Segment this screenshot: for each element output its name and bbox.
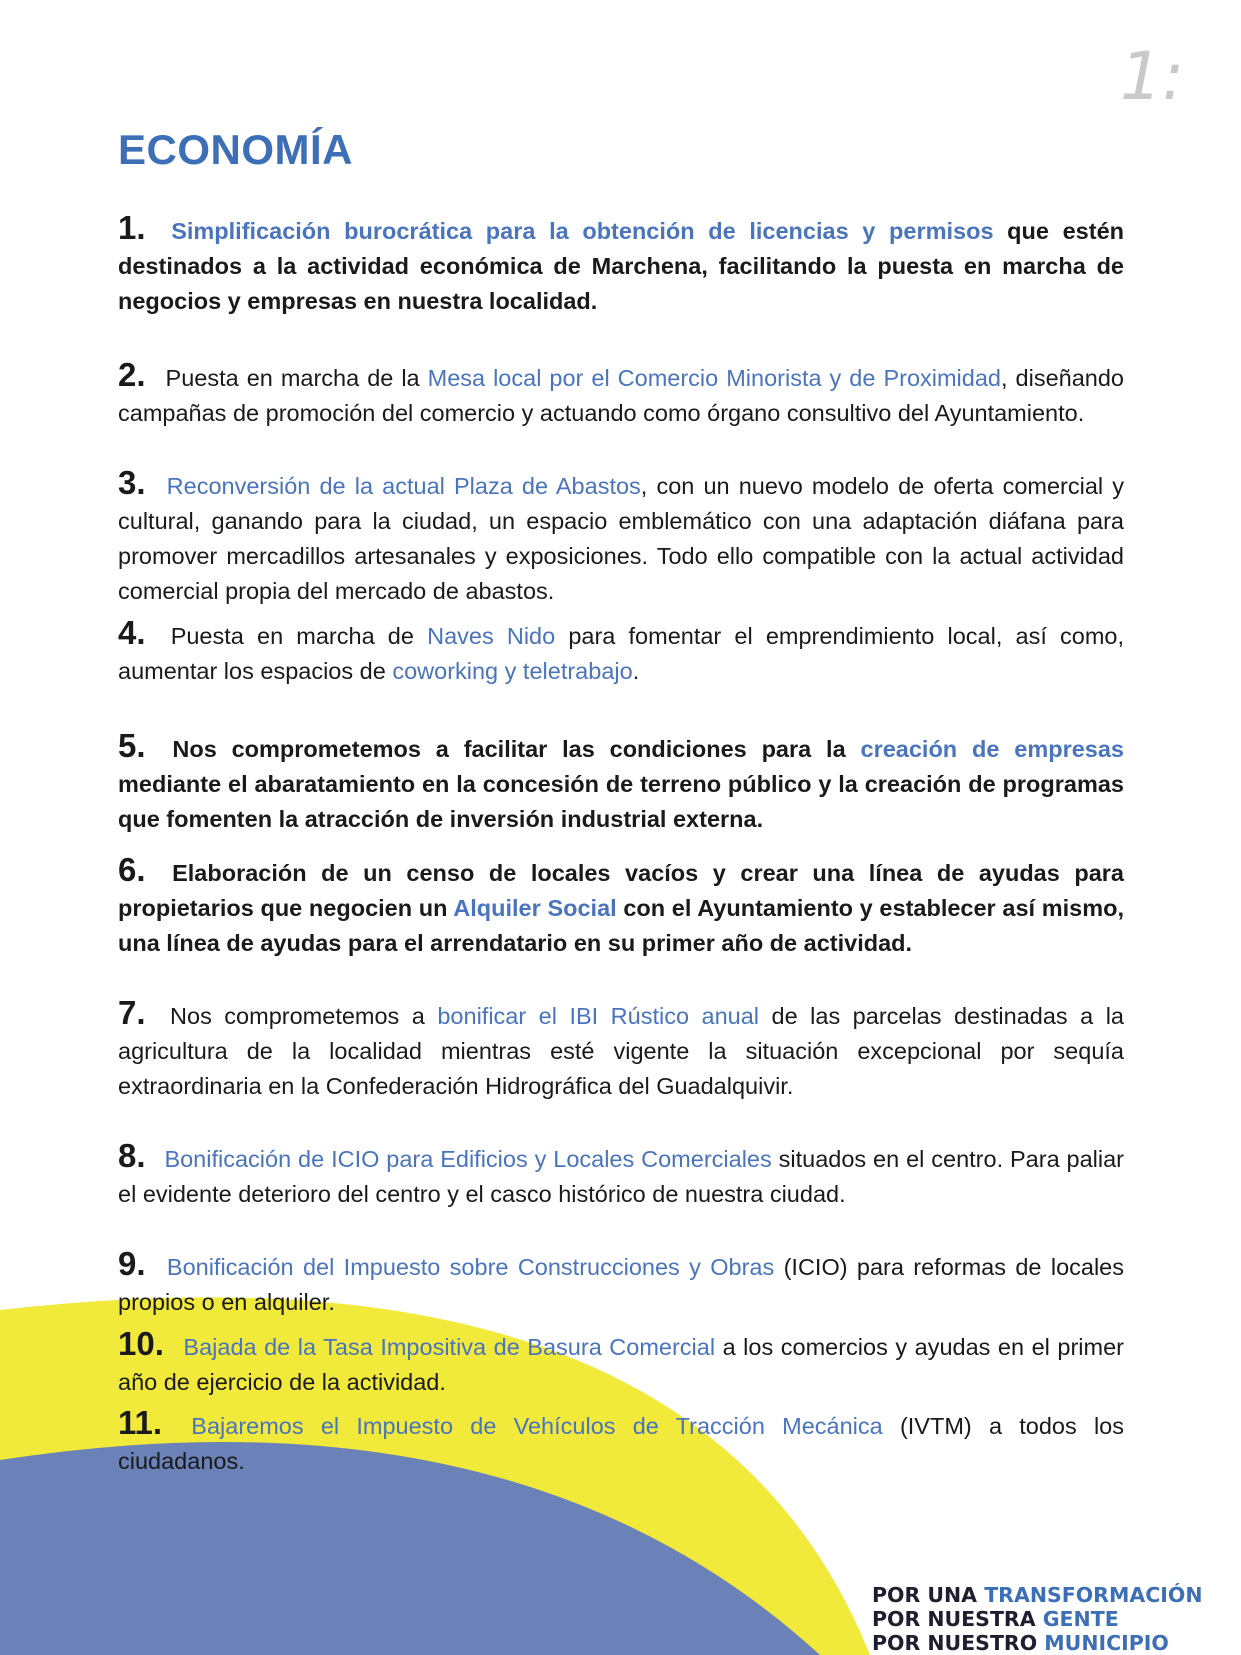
slogan-line-2	[872, 1607, 1202, 1631]
slogan	[872, 1583, 1202, 1655]
item-text: a los comercios y ayudas en el primer año de ejercicio de la actividad.	[118, 1334, 1124, 1395]
item-pre-text: Nos comprometemos a facilitar las condiciones para la	[172, 736, 861, 762]
list-item-8	[118, 1138, 1124, 1212]
list-item-5	[118, 728, 1124, 837]
item-highlight: Bonificación de ICIO para Edificios y Locales Comerciales	[164, 1146, 772, 1172]
item-highlight: Simplificación burocrática para la obtención de licencias y permisos	[171, 218, 994, 244]
item-text: mediante el abaratamiento en la concesión de terreno público y la creación de programas que fomenten la atracción de inversión industrial externa.	[118, 771, 1124, 832]
item-highlight: Bajaremos el Impuesto de Vehículos de Tracción Mecánica	[191, 1413, 883, 1439]
list-item-10	[118, 1326, 1124, 1400]
item-text: que estén destinados a la actividad económica de Marchena, facilitando la puesta en marcha de negocios y empresas en nuestra localidad.	[118, 218, 1124, 314]
item-pre-text: Elaboración de un censo de locales vacíos y crear una línea de ayudas para propietarios que negocien un	[118, 860, 1125, 921]
item-text: con el Ayuntamiento y establecer así mismo, una línea de ayudas para el arrendatario en su primer año de actividad.	[118, 895, 1124, 956]
slogan-highlight: MUNICIPIO	[1044, 1631, 1169, 1655]
list-item-2	[118, 357, 1124, 431]
item-number: 2.	[118, 356, 146, 393]
item-text: (ICIO) para reformas de locales propios o en alquiler.	[118, 1254, 1124, 1315]
list-item-7	[118, 995, 1124, 1104]
item-text: .	[632, 658, 640, 684]
slogan-prefix: POR NUESTRA	[872, 1607, 1043, 1631]
list-item-4	[118, 615, 1124, 689]
section-title: ECONOMÍA	[118, 126, 353, 173]
item-text: (IVTM) a todos los ciudadanos.	[118, 1413, 1124, 1474]
item-highlight: Mesa local por el Comercio Minorista y de Proximidad	[427, 365, 1001, 391]
list-item-1	[118, 210, 1124, 319]
item-number: 4.	[118, 614, 146, 651]
item-number: 3.	[118, 464, 146, 501]
item-highlight: Bajada de la Tasa Impositiva de Basura Comercial	[183, 1334, 716, 1360]
list-item-11	[118, 1405, 1124, 1479]
slogan-line-1	[872, 1583, 1202, 1607]
item-number: 5.	[118, 727, 146, 764]
item-number: 7.	[118, 994, 146, 1031]
item-highlight: Reconversión de la actual Plaza de Abastos	[166, 473, 641, 499]
item-number: 6.	[118, 851, 146, 888]
item-highlight-2: coworking y teletrabajo	[392, 658, 633, 684]
item-text: situados en el centro. Para paliar el evidente deterioro del centro y el casco histórico de nuestra ciudad.	[118, 1146, 1125, 1207]
item-highlight: Naves Nido	[427, 623, 556, 649]
item-text: , con un nuevo modelo de oferta comercial y cultural, ganando para la ciudad, un espacio emblemático con una adaptación diáfana para promover mercadillos artesanales y exposiciones. Todo ello compatible con la actual actividad comercial propia del mercado de abastos.	[118, 473, 1124, 604]
item-highlight: Bonificación del Impuesto sobre Construcciones y Obras	[166, 1254, 775, 1280]
slogan-highlight: GENTE	[1042, 1607, 1119, 1631]
item-number: 8.	[118, 1137, 146, 1174]
item-number: 10.	[118, 1325, 164, 1362]
item-number: 11.	[118, 1404, 163, 1441]
slogan-prefix: POR NUESTRO	[872, 1631, 1045, 1655]
item-highlight: bonificar el IBI Rústico anual	[437, 1003, 760, 1029]
item-pre-text: Puesta en marcha de	[170, 623, 428, 649]
slogan-highlight: TRANSFORMACIÓN	[984, 1583, 1203, 1607]
item-text: , diseñando campañas de promoción del comercio y actuando como órgano consultivo del Ayuntamiento.	[118, 365, 1124, 426]
list-item-3	[118, 465, 1124, 609]
page-number: 1:	[1120, 38, 1185, 115]
slogan-line-3	[872, 1631, 1202, 1655]
item-number: 9.	[118, 1245, 146, 1282]
item-text: de las parcelas destinadas a la agricultura de la localidad mientras esté vigente la situación excepcional por sequía extraordinaria en la Confederación Hidrográfica del Guadalquivir.	[118, 1003, 1124, 1099]
item-pre-text: Nos comprometemos a	[170, 1003, 438, 1029]
item-highlight: Alquiler Social	[453, 895, 617, 921]
list-item-9	[118, 1246, 1124, 1320]
item-highlight: creación de empresas	[860, 736, 1125, 762]
item-mid-text: para fomentar el emprendimiento local, así como, aumentar los espacios de	[118, 623, 1124, 684]
list-item-6	[118, 852, 1124, 961]
item-pre-text: Puesta en marcha de la	[165, 365, 428, 391]
item-number: 1.	[118, 209, 146, 246]
slogan-prefix: POR UNA	[872, 1583, 985, 1607]
